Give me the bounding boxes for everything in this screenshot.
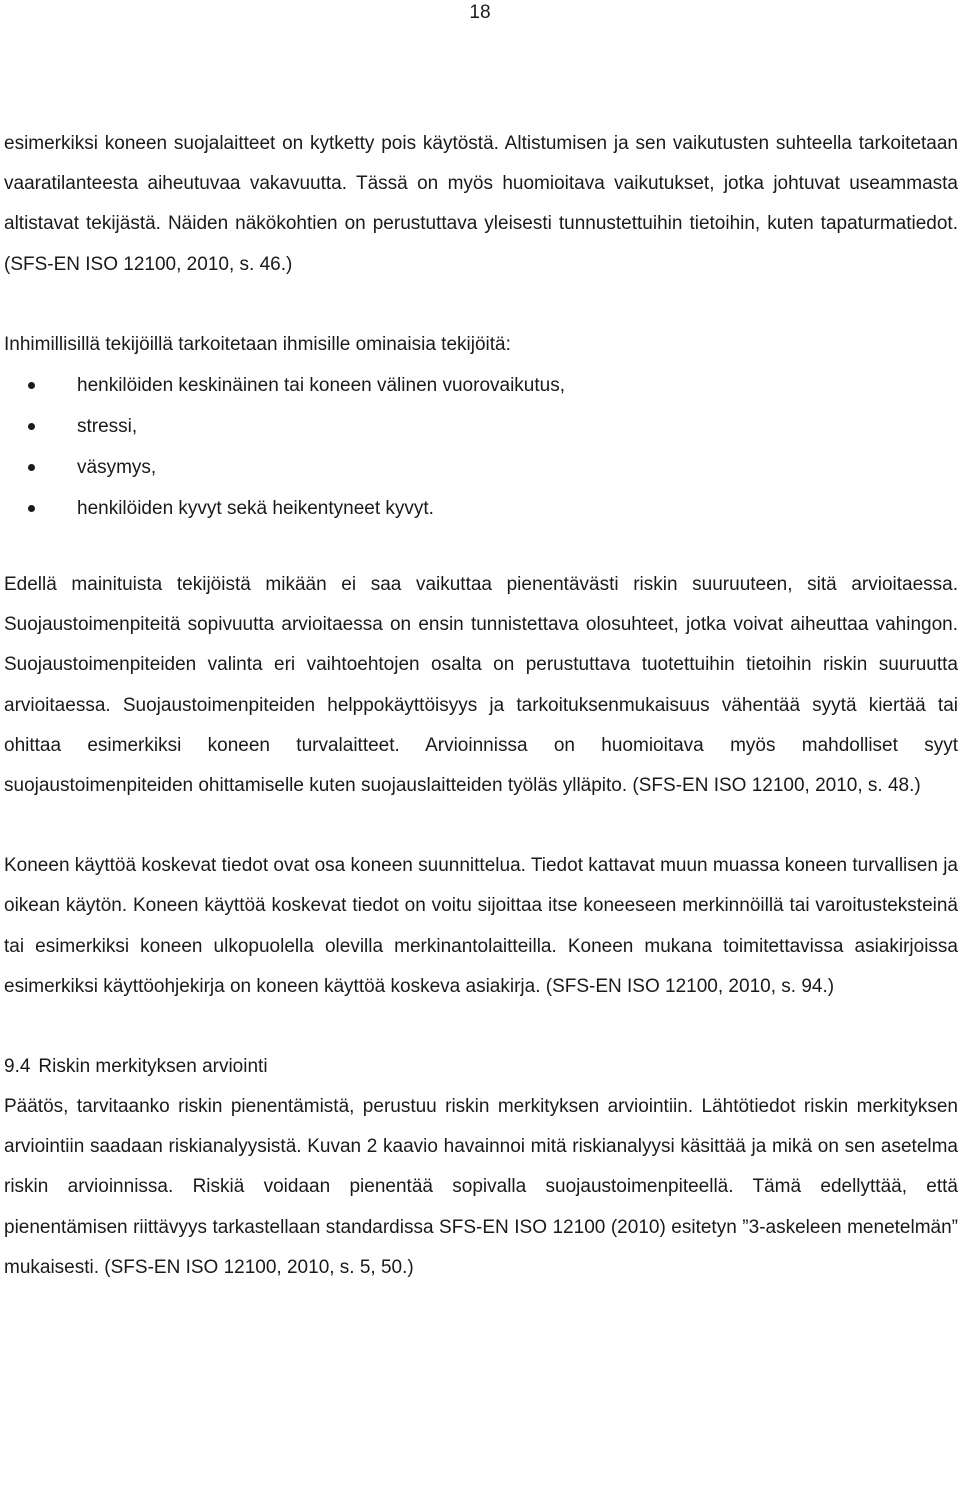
paragraph-exposure: esimerkiksi koneen suojalaitteet on kytketty pois käytöstä. Altistumisen ja sen vaikutusten suhteella tarkoitetaan vaaratilanteesta aiheutuvaa vakavuutta. Tässä on myös huomioitava vaikutukset, jotka johtuvat useammasta altistavat tekijästä. Näiden näkökohtien on perustuttava yleisesti tunnustettuihin tietoihin, kuten tapaturmatiedot. (SFS-EN ISO 12100, 2010, s. 46.) (4, 133, 958, 275)
list-item-text: stressi, (77, 416, 138, 438)
list-item-text: henkilöiden keskinäinen tai koneen välinen vuorovaikutus, (77, 375, 565, 397)
section-title: Riskin merkityksen arviointi (38, 1056, 268, 1078)
human-factors-list (4, 365, 958, 529)
list-item-text: väsymys, (77, 457, 157, 479)
list-item (4, 365, 958, 406)
section-number: 9.4 (4, 1056, 31, 1078)
paragraph-risk-evaluation: Päätös, tarvitaanko riskin pienentämistä, perustuu riskin merkityksen arviointiin. Lähtötiedot riskin merkityksen arviointiin saadaan riskianalyysistä. Kuvan 2 kaavio havainnoi mitä riskianalyysi käsittää ja mikä on sen asetelma riskin arvioinnissa. Riskiä voidaan pienentää sopivalla suojaustoimenpiteellä. Tämä edellyttää, että pienentämisen riittävyys tarkastellaan standardissa SFS-EN ISO 12100 (2010) esitetyn ”3-askeleen menetelmän” mukaisesti. (SFS-EN ISO 12100, 2010, s. 5, 50.) (4, 1096, 958, 1278)
document-body (4, 124, 958, 1288)
paragraph-human-factors-intro: Inhimillisillä tekijöillä tarkoitetaan ihmisille ominaisia tekijöitä: (4, 333, 511, 355)
list-item (4, 447, 958, 488)
bullet-icon (28, 464, 35, 471)
list-item-text: henkilöiden kyvyt sekä heikentyneet kyvyt. (77, 498, 434, 520)
list-item (4, 488, 958, 529)
paragraph-information-for-use: Koneen käyttöä koskevat tiedot ovat osa koneen suunnittelua. Tiedot kattavat muun muassa koneen turvallisen ja oikean käytön. Koneen käyttöä koskevat tiedot on voitu sijoittaa itse koneeseen merkinnöillä tai varoitusteksteinä tai esimerkiksi koneen ulkopuolella olevilla merkinantolaitteilla. Koneen mukana toimitettavissa asiakirjoissa esimerkiksi käyttöohjekirja on koneen käyttöä koskeva asiakirja. (SFS-EN ISO 12100, 2010, s. 94.) (4, 855, 958, 997)
bullet-icon (28, 505, 35, 512)
list-item (4, 406, 958, 447)
paragraph-protective-measures: Edellä mainituista tekijöistä mikään ei saa vaikuttaa pienentävästi riskin suuruuteen, sitä arvioitaessa. Suojaustoimenpiteitä sopivuutta arvioitaessa on ensin tunnistettava olosuhteet, jotka voivat aiheuttaa vahingon. Suojaustoimenpiteiden valinta eri vaihtoehtojen osalta on perustuttava tuotettuihin tietoihin riskin suuruutta arvioitaessa. Suojaustoimenpiteiden helppokäyttöisyys ja tarkoituksenmukaisuus vähentää syytä kiertää tai ohittaa esimerkiksi koneen turvalaitteet. Arvioinnissa on huomioitava myös mahdolliset syyt suojaustoimenpiteiden ohittamiselle kuten suojauslaitteiden työläs ylläpito. (SFS-EN ISO 12100, 2010, s. 48.) (4, 574, 958, 797)
bullet-icon (28, 382, 35, 389)
bullet-icon (28, 423, 35, 430)
page-number: 18 (469, 2, 491, 23)
section-heading (4, 1047, 958, 1087)
